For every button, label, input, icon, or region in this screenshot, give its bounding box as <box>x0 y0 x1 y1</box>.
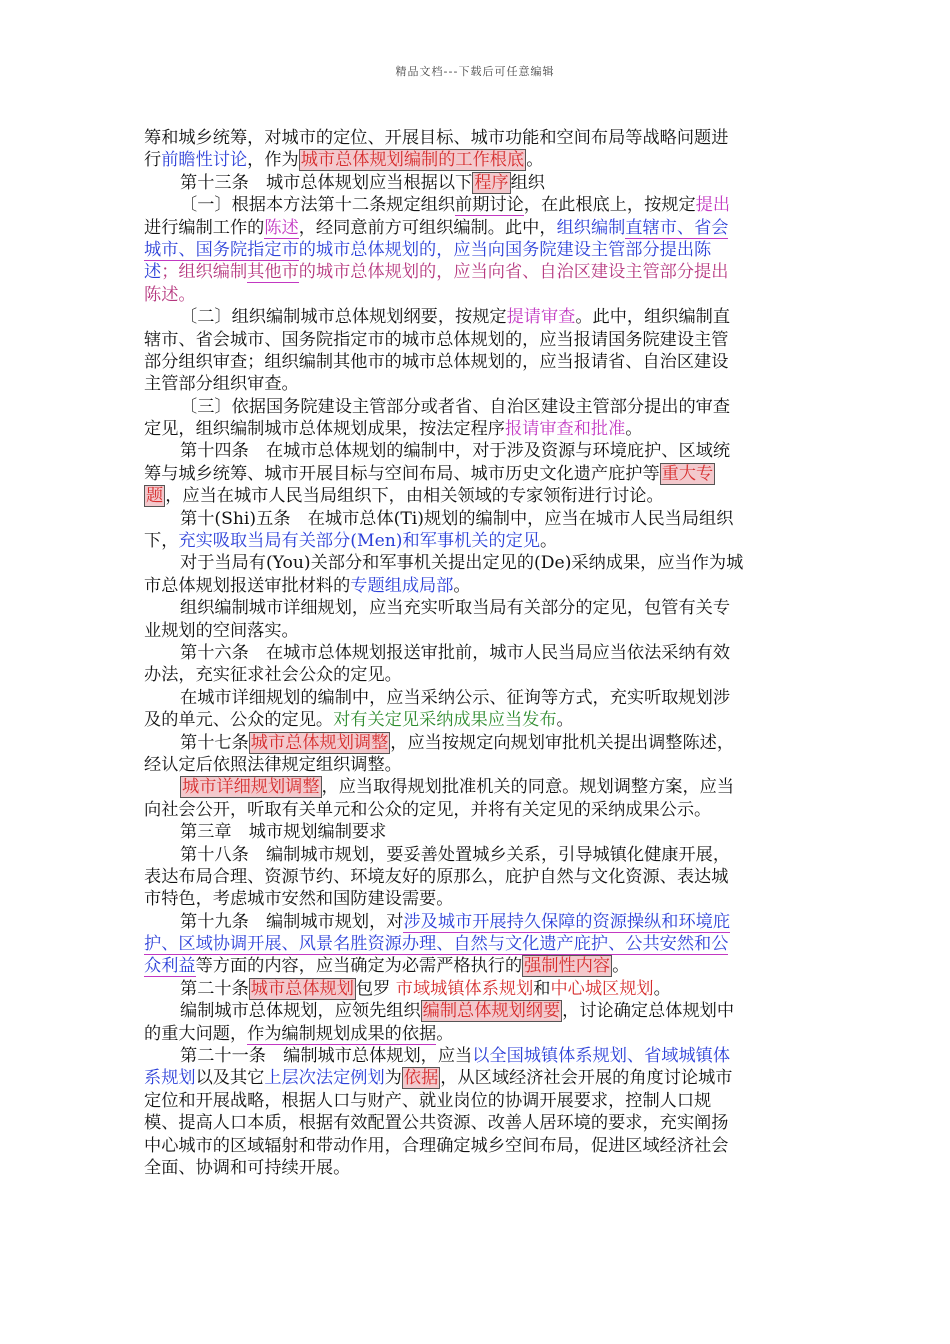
document-body <box>144 127 804 1179</box>
page-header: 精品文档---下载后可任意编辑 <box>395 65 555 78</box>
text-line: 定见，组织编制城市总体规划成果，按法定程序报请审查和批准。 <box>144 419 643 440</box>
highlight: 强制性内容 <box>524 956 611 977</box>
text-line: 辖市、省会城市、国务院指定市的城市总体规划的，应当报请国务院建设主管 <box>144 329 729 350</box>
highlight: 题 <box>146 486 164 507</box>
highlight: 城市详细规划调整 <box>182 777 320 798</box>
text-line: 〔三〕依据国务院建设主管部分或者省、自治区建设主管部分提出的审查 <box>180 396 731 417</box>
text-line: 题 ，应当在城市人民当局组织下，由相关领域的专家领衔进行讨论。 <box>146 486 664 507</box>
article-heading: 第十四条 在城市总体规划的编制中，对于涉及资源与环境庇护、区域统 <box>180 441 731 462</box>
highlight: 程序 <box>474 172 509 193</box>
article-heading: 第二十一条 编制城市总体规划，应当以全国城镇体系规划、省域城镇体 <box>180 1046 731 1067</box>
text-line: 市总体规划报送审批材料的专题组成局部。 <box>144 575 471 596</box>
text-line: 的重大问题，作为编制规划成果的依据。 <box>144 1023 454 1044</box>
article-heading: 第十八条 编制城市规划，要妥善处置城乡关系，引导城镇化健康开展， <box>180 844 731 865</box>
text-line: 筹和城乡统筹，对城市的定位、开展目标、城市功能和空间布局等战略问题进 <box>144 128 729 148</box>
text-line: 在城市详细规划的编制中，应当采纳公示、征询等方式，充实听取规划涉 <box>180 687 731 708</box>
text-line: 经认定后依照法律规定组织调整。 <box>144 754 402 775</box>
text-line: 办法，充实征求社会公众的定见。 <box>144 665 402 686</box>
text-line: 对于当局有(You)关部分和军事机关提出定见的(De)采纳成果，应当作为城 <box>180 553 744 574</box>
text-line: 进行编制工作的陈述，经同意前方可组织编制。此中，组织编制直辖市、省会 <box>144 217 729 238</box>
text-line: 行前瞻性讨论，作为 城市总体规划编制的工作根底 。 <box>144 150 544 171</box>
text-line: 业规划的空间落实。 <box>144 620 299 641</box>
article-heading: 第十六条 在城市总体规划报送审批前，城市人民当局应当依法采纳有效 <box>180 642 731 663</box>
text-line: 向社会公开，听取有关单元和公众的定见，并将有关定见的采纳成果公示。 <box>144 799 712 820</box>
text-line: 组织编制城市详细规划，应当充实听取当局有关部分的定见，包管有关专 <box>180 598 731 619</box>
text-line: 下，充实吸取当局有关部分(Men)和军事机关的定见。 <box>144 531 558 552</box>
text-line: 护、区域协调开展、风景名胜资源办理、自然与文化遗产庇护、公共安然和公 <box>144 934 729 955</box>
text-line: 市特色，考虑城市安然和国防建设需要。 <box>144 889 454 910</box>
article-heading: 第十七条 城市总体规划调整 ，应当按规定向规划审批机关提出调整陈述， <box>180 732 735 753</box>
article-heading: 第十九条 编制城市规划，对涉及城市开展持久保障的资源操纵和环境庇 <box>180 911 731 932</box>
highlight: 城市总体规划调整 <box>250 732 389 753</box>
text-line: 主管部分组织审查。 <box>144 374 299 395</box>
text-line: 编制城市总体规划，应领先组织 编制总体规划纲要 ，讨论确定总体规划中 <box>180 1001 735 1022</box>
text-line: 城市、国务院指定市的城市总体规划的，应当向国务院建设主管部分提出陈 <box>144 239 712 260</box>
highlight: 编制总体规划纲要 <box>422 1001 561 1022</box>
text-line: 述；组织编制其他市的城市总体规划的，应当向省、自治区建设主管部分提出 <box>144 262 729 283</box>
text-line: 定位和开展战略，根据人口与财产、就业岗位的协调开展要求，控制人口规 <box>144 1090 712 1111</box>
highlight: 城市总体规划编制的工作根底 <box>300 150 525 171</box>
text-line: 众利益等方面的内容，应当确定为必需严格执行的 强制性内容 。 <box>144 956 630 977</box>
text-line: 模、提高人口本质，根据有效配置公共资源、改善人居环境的要求，充实阐扬 <box>144 1113 729 1134</box>
text-line: 全面、协调和可持续开展。 <box>144 1157 351 1178</box>
highlight: 城市总体规划 <box>250 978 354 999</box>
text-line: 陈述。 <box>144 284 196 305</box>
chapter-heading: 第三章 城市规划编制要求 <box>180 822 387 843</box>
text-line: 表达布局合理、资源节约、环境友好的原那么，庇护自然与文化资源、表达城 <box>144 866 729 887</box>
text-line: 中心城市的区域辐射和带动作用，合理确定城乡空间布局，促进区域经济社会 <box>144 1135 729 1156</box>
text-line: 〔二〕组织编制城市总体规划纲要，按规定提请审查。此中，组织编制直 <box>180 307 731 328</box>
highlight: 依据 <box>403 1068 439 1089</box>
text-line: 系规划以及其它上层次法定例划为 依据 ，从区域经济社会开展的角度讨论城市 <box>144 1068 733 1089</box>
highlight: 重大专 <box>661 463 714 484</box>
text-line: 筹与城乡统筹、城市开展目标与空间布局、城市历史文化遗产庇护等 重大专 <box>144 463 714 484</box>
article-heading: 第十三条 城市总体规划应当根据以下 程序 组织 <box>180 172 545 193</box>
text-line: 及的单元、公众的定见。对有关定见采纳成果应当发布。 <box>144 710 574 731</box>
text-line: 城市详细规划调整 ，应当取得规划批准机关的同意。规划调整方案，应当 <box>182 777 735 798</box>
text-line: 〔一〕根据本方法第十二条规定组织前期讨论，在此根底上，按规定提出 <box>180 195 731 216</box>
article-heading: 第二十条 城市总体规划 包罗 市域城镇体系规划和中心城区规划。 <box>180 978 671 999</box>
text-line: 部分组织审查；组织编制其他市的城市总体规划的，应当报请省、自治区建设 <box>144 351 729 372</box>
article-heading: 第十(Shi)五条 在城市总体(Ti)规划的编制中，应当在城市人民当局组织 <box>180 508 734 529</box>
